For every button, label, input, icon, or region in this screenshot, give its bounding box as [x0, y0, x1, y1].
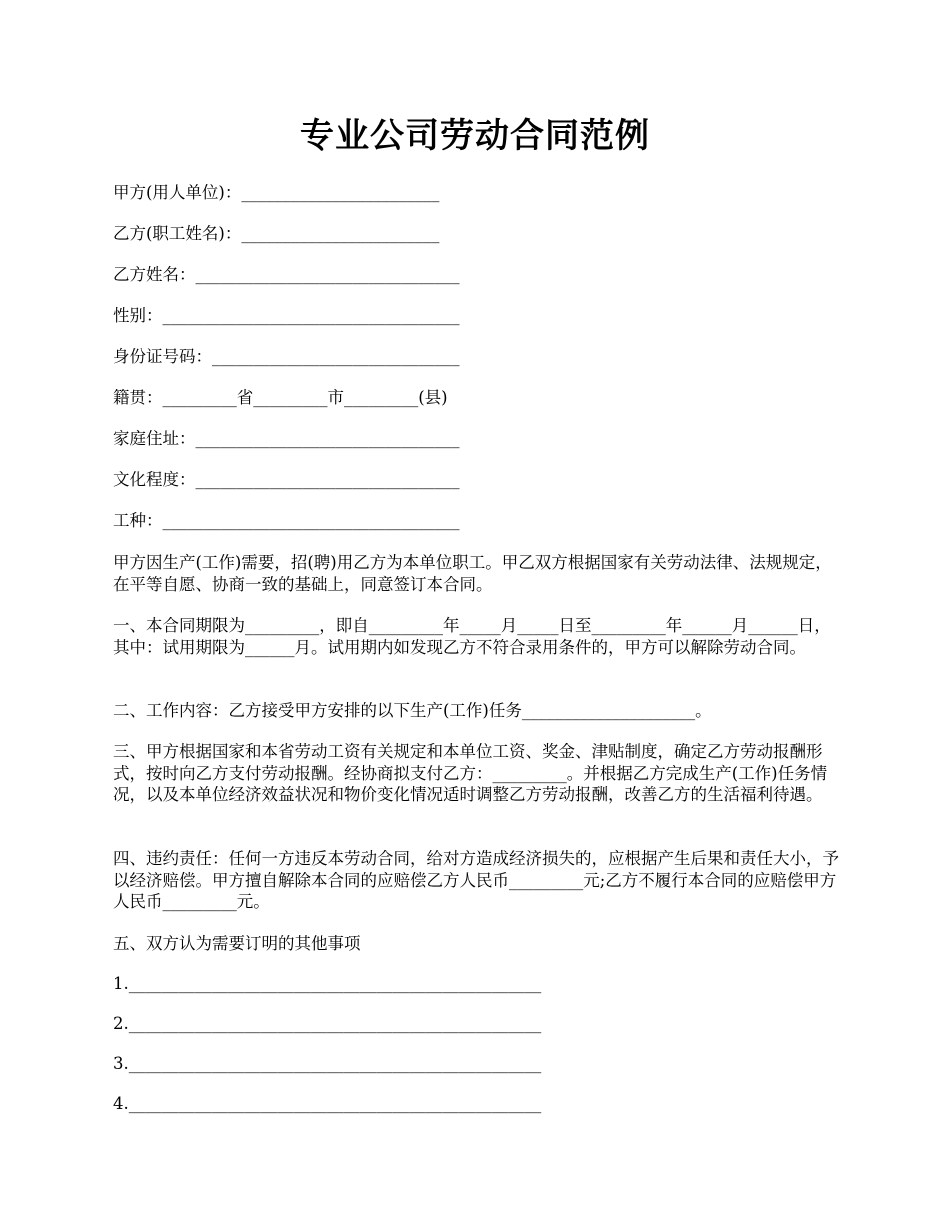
paragraph-work-content: 二、工作内容：乙方接受甲方安排的以下生产(工作)任务_____________________。 [113, 701, 712, 720]
paragraph-remuneration: 三、甲方根据国家和本省劳动工资有关规定和本单位工资、奖金、津贴制度，确定乙方劳动报酬形式，按时向乙方支付劳动报酬。经协商拟支付乙方：_________。并根据乙方完成生产(工作)任务情况，以及本单位经济效益状况和物价变化情况适时调整乙方劳动报酬，改善乙方的生活福利待遇。 [113, 742, 828, 804]
document-title: 专业公司劳动合同范例 [300, 116, 650, 156]
field-native-place: 籍贯：_________省_________市_________(县) [113, 388, 448, 407]
list-item: 1.__________________________________________________ [113, 974, 542, 993]
paragraph-intro: 甲方因生产(工作)需要，招(聘)用乙方为本单位职工。甲乙双方根据国家有关劳动法律、法规规定，在平等自愿、协商一致的基础上，同意签订本合同。 [113, 553, 832, 594]
list-item: 4.__________________________________________________ [113, 1094, 542, 1113]
paragraph-other-matters: 五、双方认为需要订明的其他事项 [113, 934, 361, 953]
field-employee-name: 乙方(职工姓名)：________________________ [113, 224, 440, 243]
field-employer: 甲方(用人单位)：________________________ [113, 183, 440, 202]
field-home-address: 家庭住址：________________________________ [113, 429, 460, 448]
list-item: 3.__________________________________________________ [113, 1054, 542, 1073]
field-education: 文化程度：________________________________ [113, 470, 460, 489]
paragraph-term: 一、本合同期限为_________，即自_________年_____月_____日至_________年______月______日，其中：试用期限为______月。试用期内如发现乙方不符合录用条件的，甲方可以解除劳动合同。 [113, 616, 831, 657]
list-item: 2.__________________________________________________ [113, 1014, 542, 1033]
field-id-number: 身份证号码：______________________________ [113, 347, 460, 366]
field-party-b-name: 乙方姓名：________________________________ [113, 265, 460, 284]
field-gender: 性别：____________________________________ [113, 306, 460, 325]
field-job-type: 工种：____________________________________ [113, 511, 460, 530]
paragraph-liability: 四、违约责任：任何一方违反本劳动合同，给对方造成经济损失的，应根据产生后果和责任大小，予以经济赔偿。甲方擅自解除本合同的应赔偿乙方人民币_________元;乙方不履行本合同的应赔偿甲方人民币_________元。 [113, 849, 839, 911]
